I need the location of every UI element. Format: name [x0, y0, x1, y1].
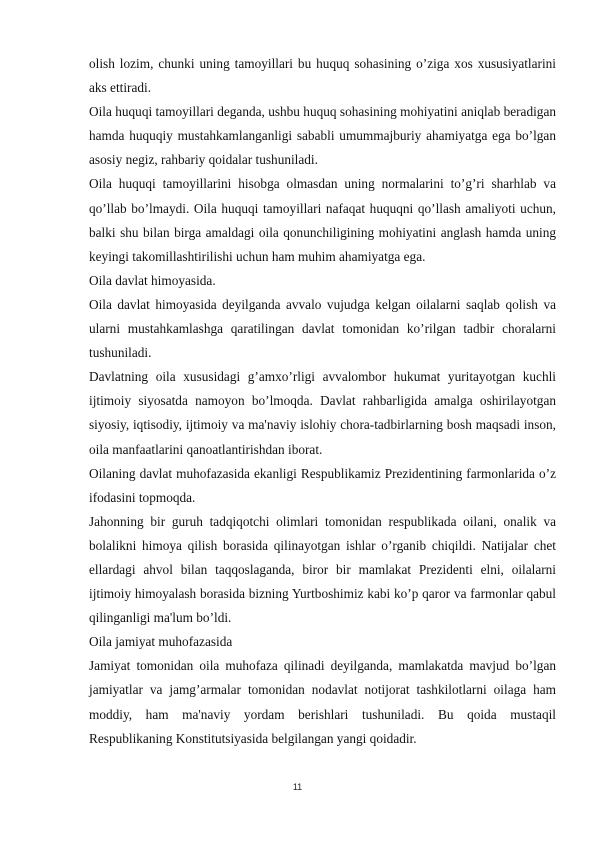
paragraph-research-findings: Jahonning bir guruh tadqiqotchi olimlari tomonidan respublikada oilani, onalik va bolalikni himoya qilish borasida qilinayotgan ishlar o’rganib chiqildi. Natijalar chet ellardagi ahvol bilan taqqoslaganda, biror bir mamlakat Prezidenti elni, oilalarni ijtimoiy himoyalash borasida bizning Yurtboshimiz kabi ko’p qaror va farmonlar qabul qilinganligi ma'lum bo’ldi.: [89, 513, 556, 626]
paragraph-state-care: Davlatning oila xususidagi g’amxo’rligi avvalombor hukumat yuritayotgan kuchli ijtimoiy siyosatda namoyon bo’lmoqda. Davlat rahbarligida amalga oshirilayotgan siyosiy, iqtisodiy, ijtimoiy va ma'naviy islohiy chora-tadbirlarning bosh maqsadi inson, oila manfaatlarini qanoatlantirishdan iborat.: [89, 369, 556, 457]
paragraph-principles-importance: Oila huquqi tamoyillarini hisobga olmasdan uning normalarini to’g’ri sharhlab va qo’llab bo’lmaydi. Oila huquqi tamoyillari nafaqat huquqni qo’llash amaliyoti uchun, balki shu bilan birga amaldagi oila qonunchiligining mohiyatini anglash hamda uning keyingi takomillashtirilishi uchun ham muhim ahamiyatga ega.: [89, 176, 556, 264]
paragraph-principles-definition: Oila huquqi tamoyillari deganda, ushbu huquq sohasining mohiyatini aniqlab beradigan hamda huquqiy mustahkamlanganligi sababli umummajburiy ahamiyatga ega bo’lgan asosiy negiz, rahbariy qoidalar tushuniladi.: [89, 104, 556, 168]
paragraph-state-protection-meaning: Oila davlat himoyasida deyilganda avvalo vujudga kelgan oilalarni saqlab qolish va ularni mustahkamlashga qaratilingan davlat tomonidan ko’rilgan tadbir choralarni tushuniladi.: [89, 296, 556, 361]
document-body: [89, 52, 556, 751]
paragraph-principles-continuation: olish lozim, chunki uning tamoyillari bu huquq sohasining o’ziga xos xususiyatlarini aks ettiradi.: [89, 56, 556, 96]
paragraph-society-protection-meaning: Jamiyat tomonidan oila muhofaza qilinadi deyilganda, mamlakatda mavjud bo’lgan jamiyatlar va jamg’armalar tomonidan nodavlat notijorat tashkilotlarni oilaga ham moddiy, ham ma'naviy yordam berishlari tushuniladi. Bu qoida mustaqil Respublikaning Konstitutsiyasida belgilangan yangi qoidadir.: [89, 658, 556, 746]
section-heading-society-protection: Oila jamiyat muhofazasida: [89, 634, 233, 650]
page-number: 11: [292, 782, 303, 792]
section-heading-state-protection: Oila davlat himoyasida.: [89, 272, 216, 288]
paragraph-presidential-decrees: Oilaning davlat muhofazasida ekanligi Respublikamiz Prezidentining farmonlarida o’z ifodasini topmoqda.: [89, 465, 556, 505]
